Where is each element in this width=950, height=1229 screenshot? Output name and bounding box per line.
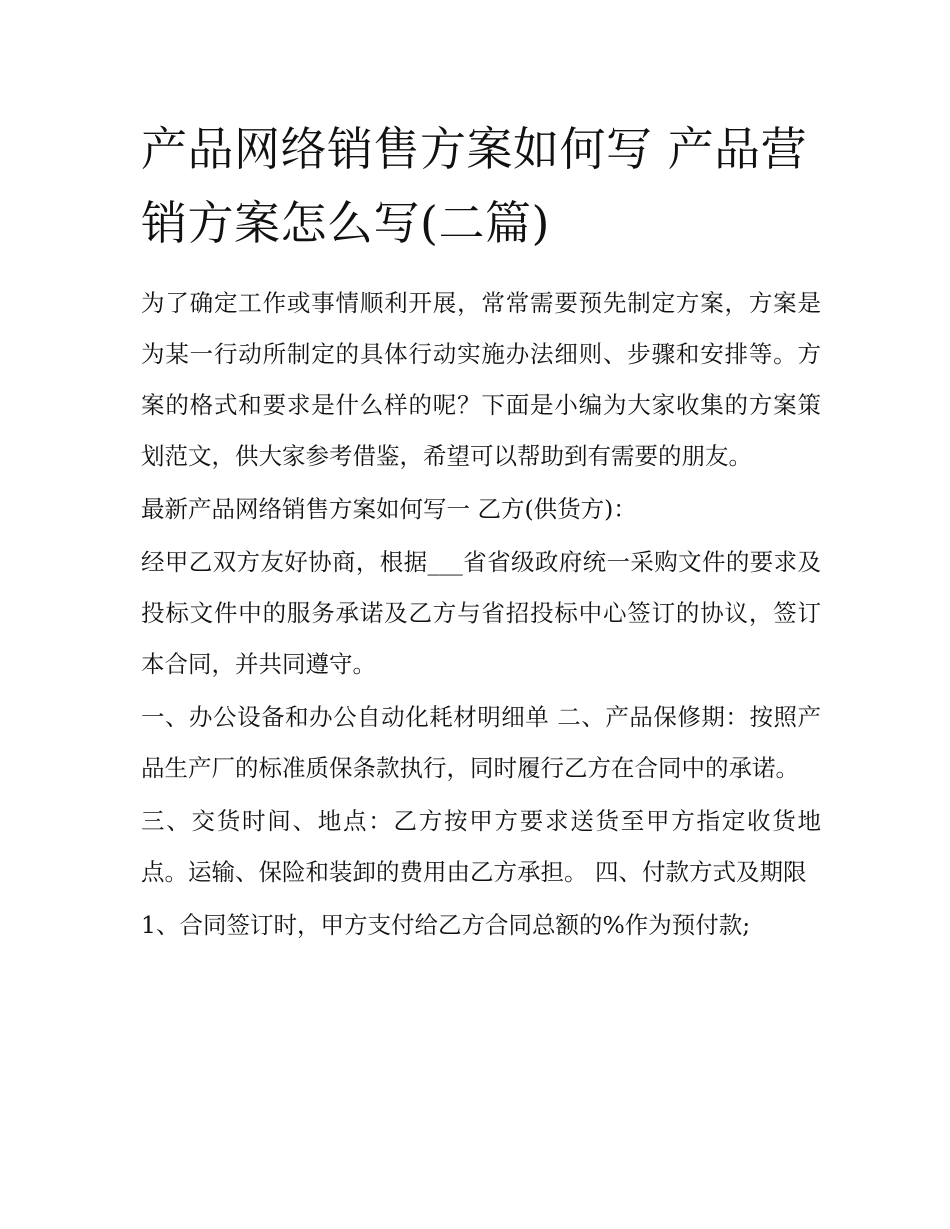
paragraph-items-warranty: 一、办公设备和办公自动化耗材明细单 二、产品保修期：按照产品生产厂的标准质保条款执行，同时履行乙方在合同中的承诺。 (141, 703, 821, 782)
paragraph-intro: 为了确定工作或事情顺利开展，常常需要预先制定方案，方案是为某一行动所制定的具体行动实施办法细则、步骤和安排等。方案的格式和要求是什么样的呢？下面是小编为大家收集的方案策划范文，供大家参考借鉴，希望可以帮助到有需要的朋友。 (141, 289, 821, 470)
document-title: 产品网络销售方案如何写 产品营销方案怎么写(二篇) (141, 122, 808, 250)
document-page (141, 112, 821, 953)
paragraph-delivery-payment: 三、交货时间、地点：乙方按甲方要求送货至甲方指定收货地点。运输、保险和装卸的费用由乙方承担。 四、付款方式及期限 (141, 807, 821, 886)
paragraph-agreement: 经甲乙双方友好协商，根据___省省级政府统一采购文件的要求及投标文件中的服务承诺及乙方与省招投标中心签订的协议，签订本合同，并共同遵守。 (141, 548, 821, 678)
paragraph-section-heading: 最新产品网络销售方案如何写一 乙方(供货方)： (141, 495, 637, 523)
paragraph-payment-clause-1: 1、合同签订时，甲方支付给乙方合同总额的%作为预付款; (141, 911, 751, 939)
